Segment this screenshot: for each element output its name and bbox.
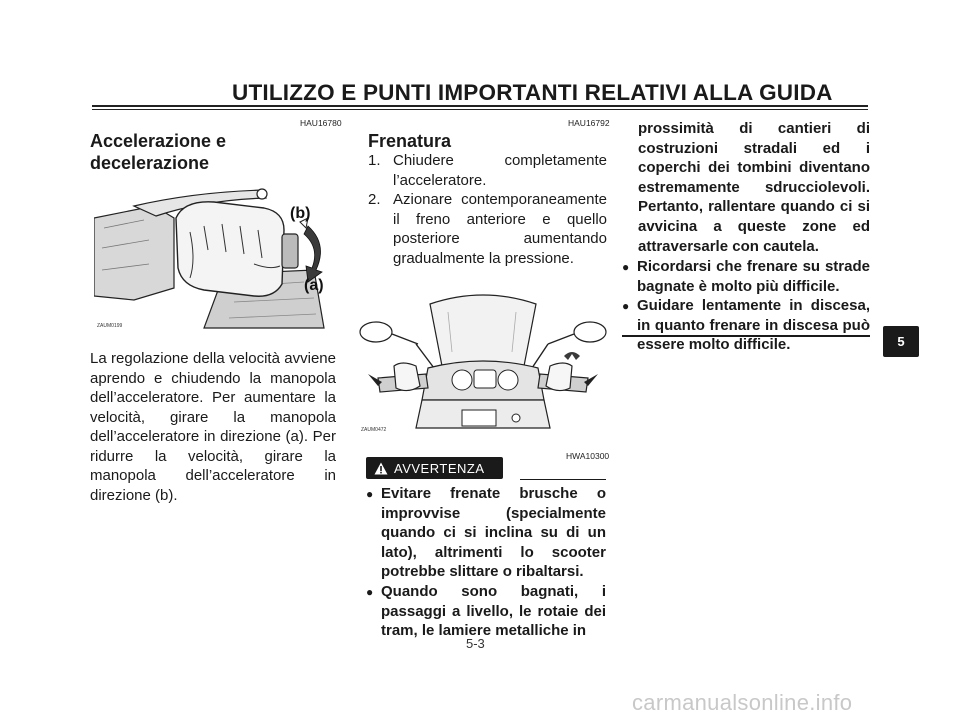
warning-rule bbox=[520, 479, 606, 480]
step-number: 1. bbox=[368, 152, 381, 169]
section-code: HAU16780 bbox=[300, 118, 342, 128]
warning-item bbox=[366, 484, 606, 582]
header-rule bbox=[92, 105, 868, 107]
warning-continued-text: prossimità di cantieri di costruzioni stradali ed i coperchi dei tombini diventano estremamente sdrucciolevoli. Pertanto, rallentare quando ci si avvicina a queste zone ed attraversarle con cautela. bbox=[638, 120, 870, 255]
header-rule-thin bbox=[92, 109, 868, 110]
heading-line: decelerazione bbox=[90, 153, 210, 173]
page-number: 5-3 bbox=[466, 636, 485, 651]
chapter-tab: 5 bbox=[883, 326, 919, 357]
bullet-icon: ● bbox=[622, 299, 630, 314]
watermark: carmanualsonline.info bbox=[632, 690, 853, 715]
warning-item-text: Evitare frenate brusche o improvvise (specialmente quando ci si inclina su di un lato), altrimenti lo scooter potrebbe slittare o ribaltarsi. bbox=[381, 485, 606, 581]
heading-line: Accelerazione e bbox=[90, 131, 227, 151]
warning-item-text: Quando sono bagnati, i passaggi a livello, le rotaie dei tram, le lamiere metalliche in bbox=[381, 582, 606, 640]
figure-label-b: (b) bbox=[290, 205, 311, 222]
step-text: Azionare contemporaneamente il freno anteriore e quello posteriore aumentando gradualmente la pressione. bbox=[393, 191, 607, 267]
section-heading: Frenatura bbox=[368, 131, 452, 151]
step-item bbox=[366, 151, 607, 190]
warning-code: HWA10300 bbox=[566, 451, 610, 461]
bullet-icon: ● bbox=[366, 584, 374, 599]
warning-end-rule bbox=[622, 335, 870, 337]
warning-item bbox=[366, 582, 606, 641]
bullet-icon: ● bbox=[366, 487, 374, 501]
step-number: 2. bbox=[368, 191, 381, 208]
warning-list bbox=[366, 484, 606, 641]
warning-item bbox=[622, 257, 870, 296]
step-text: Chiudere completamente l’acceleratore. bbox=[393, 152, 607, 189]
scooter-brakes-illustration bbox=[358, 282, 608, 434]
section-code: HAU16792 bbox=[568, 118, 610, 128]
warning-item-text: Ricordarsi che frenare su strade bagnate è molto più difficile. bbox=[637, 258, 870, 295]
warning-item bbox=[622, 296, 870, 355]
warning-list-continued bbox=[622, 257, 870, 355]
figure-code: ZAUM0472 bbox=[361, 427, 387, 433]
section-heading bbox=[90, 130, 226, 174]
step-list bbox=[366, 151, 607, 268]
figure-code: ZAUM0199 bbox=[97, 323, 123, 329]
body-paragraph: La regolazione della velocità avviene aprendo e chiudendo la manopola dell’acceleratore. Per aumentare la velocità, girare la manopola dell’acceleratore in direzione (a). Per ridurre la velocità, girare la manopola dell’acceleratore in direzione (b). bbox=[90, 350, 336, 504]
figure-label-a: (a) bbox=[304, 277, 324, 294]
bullet-icon: ● bbox=[622, 260, 630, 274]
warning-label: AVVERTENZA bbox=[394, 460, 485, 476]
warning-badge bbox=[366, 457, 503, 479]
warning-triangle-icon bbox=[374, 462, 388, 475]
step-item bbox=[366, 190, 607, 268]
page-header-title: UTILIZZO E PUNTI IMPORTANTI RELATIVI ALLA GUIDA bbox=[232, 80, 833, 105]
warning-item-text: Guidare lentamente in discesa, in quanto frenare in discesa può essere molto difficile. bbox=[637, 297, 870, 354]
throttle-grip-illustration bbox=[94, 178, 344, 330]
